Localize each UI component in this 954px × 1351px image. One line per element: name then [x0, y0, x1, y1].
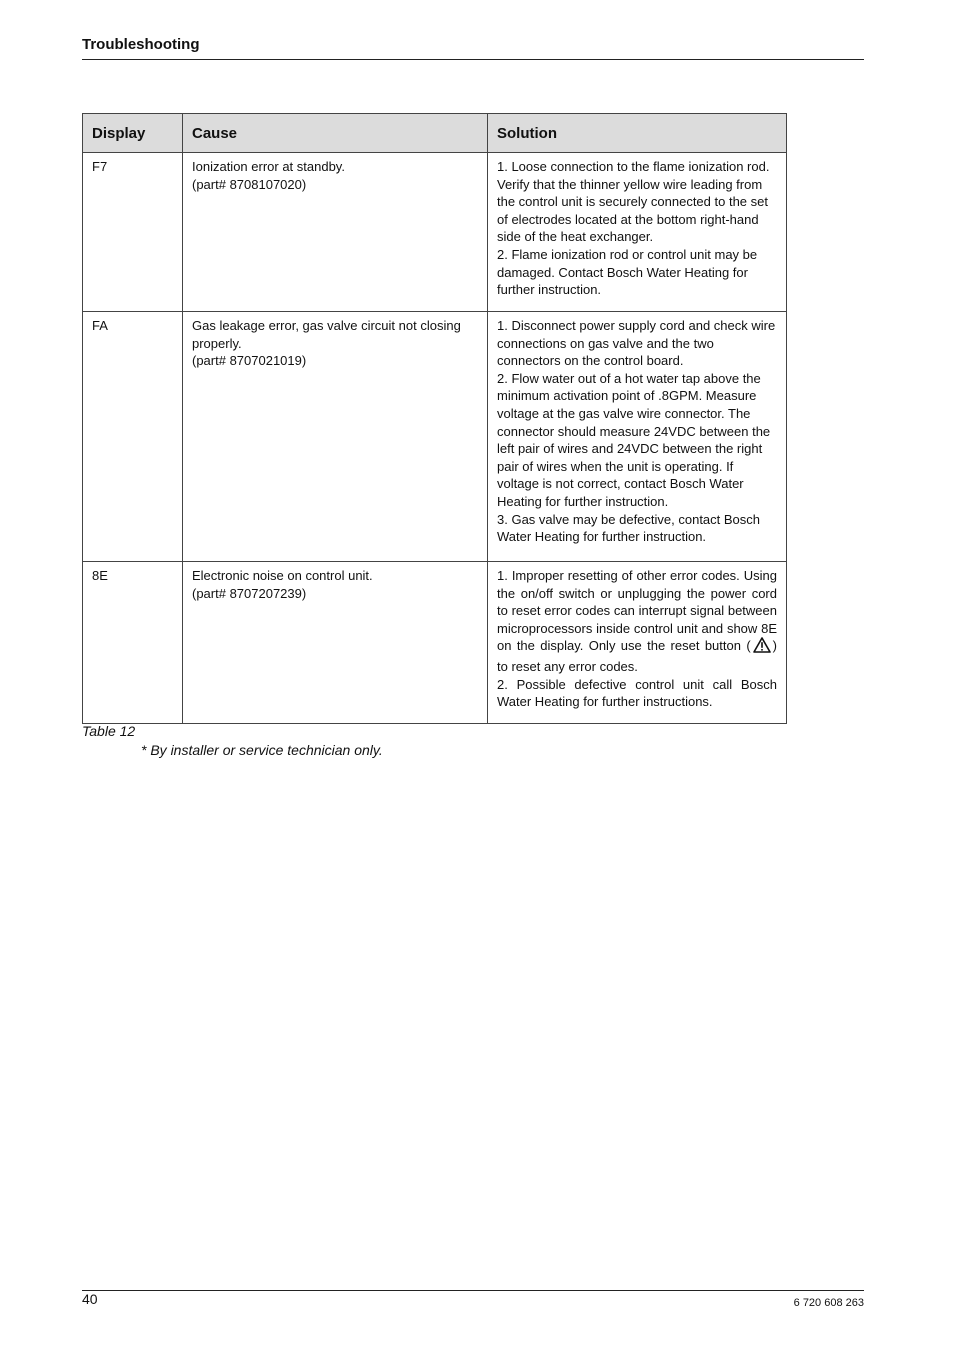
cause-cell	[183, 153, 488, 312]
solution-cell	[488, 562, 787, 724]
solution-step: 1. Loose connection to the flame ionization rod. Verify that the thinner yellow wire leading from the control unit is securely connected to the set of electrodes located at the bottom right-hand side of the heat exchanger.	[497, 159, 770, 245]
part-number: (part# 8708107020)	[192, 176, 307, 192]
table-caption: Table 12	[82, 723, 136, 739]
column-header-display: Display	[83, 114, 183, 153]
solution-step: 2. Flow water out of a hot water tap above the minimum activation point of .8GPM. Measure voltage at the gas valve wire connector. The connector should measure 24VDC between the left pair of wires and 24VDC between the right pair of wires when the unit is operating. If voltage is not correct, contact Bosch Water Heating for further instruction.	[497, 370, 771, 509]
cause-text: Gas leakage error, gas valve circuit not closing properly.	[192, 318, 461, 351]
header-divider	[82, 59, 864, 60]
solution-step: 3. Gas valve may be defective, contact Bosch Water Heating for further instruction.	[497, 511, 761, 545]
warning-triangle-icon	[753, 637, 771, 658]
document-number: 6 720 608 263	[793, 1297, 864, 1309]
part-number: (part# 8707207239)	[192, 585, 307, 601]
column-header-solution: Solution	[488, 114, 787, 153]
solution-text-before-icon: 1. Improper resetting of other error codes. Using the on/off switch or unplugging the power cord to reset error codes can interrupt signal between microprocessors inside control unit and show 8E on the display. Only use the reset button (	[497, 568, 777, 654]
solution-step: 2. Possible defective control unit call Bosch Water Heating for further instructions.	[497, 676, 777, 710]
part-number: (part# 8707021019)	[192, 353, 307, 369]
solution-step: 2. Flame ionization rod or control unit may be damaged. Contact Bosch Water Heating for further instruction.	[497, 246, 758, 298]
column-header-cause: Cause	[183, 114, 488, 153]
table-header-row	[83, 114, 787, 153]
solution-text-after-icon: ) to reset any error codes.	[497, 638, 777, 674]
cause-text: Ionization error at standby.	[192, 159, 345, 174]
page-header-title: Troubleshooting	[82, 36, 200, 53]
table-row	[83, 153, 787, 312]
display-code-cell: 8E	[83, 562, 183, 724]
table-row	[83, 562, 787, 724]
table-row	[83, 312, 787, 562]
display-code-cell: FA	[83, 312, 183, 562]
page-number: 40	[82, 1291, 98, 1307]
footer-divider	[82, 1290, 864, 1291]
table-footnote: * By installer or service technician only.	[141, 742, 383, 758]
solution-cell	[488, 312, 787, 562]
solution-step: 1. Disconnect power supply cord and check wire connections on gas valve and the two connectors on the control board.	[497, 318, 776, 369]
cause-cell	[183, 562, 488, 724]
cause-text: Electronic noise on control unit.	[192, 568, 373, 583]
solution-cell	[488, 153, 787, 312]
troubleshooting-table	[82, 113, 787, 724]
cause-cell	[183, 312, 488, 562]
solution-step	[497, 567, 777, 676]
display-code-cell: F7	[83, 153, 183, 312]
